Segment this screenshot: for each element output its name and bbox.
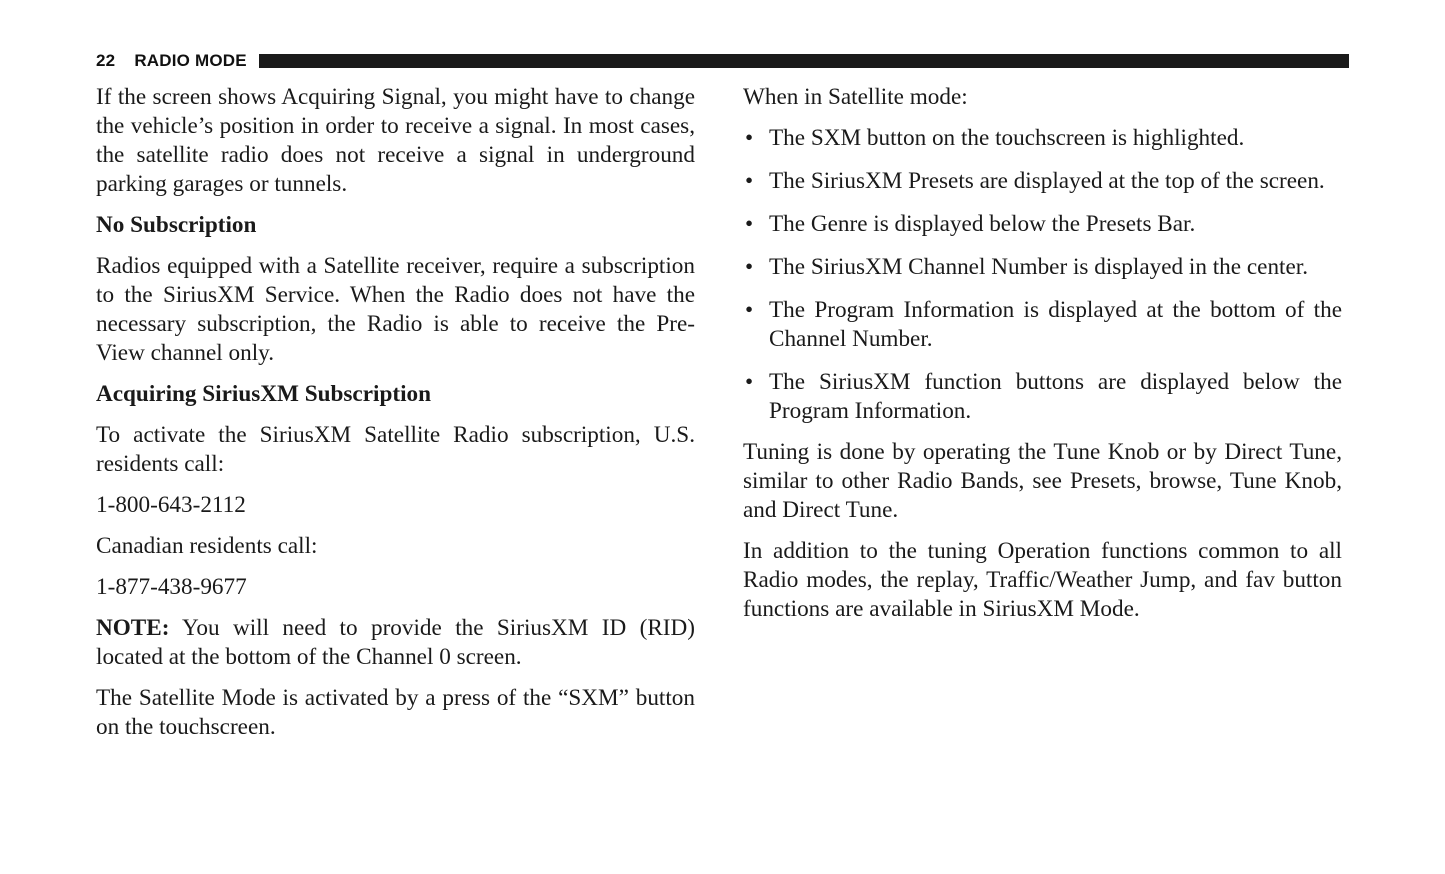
functions-paragraph: In addition to the tuning Operation functions common to all Radio modes, the replay, Traffic/Weather Jump, and fav button functions are available in SiriusXM Mode.	[743, 538, 1342, 622]
list-item-text: The Program Information is displayed at the bottom of the Channel Number.	[769, 297, 1342, 352]
no-subscription-heading: No Subscription	[96, 212, 257, 238]
note-text: You will need to provide the SiriusXM ID (RID) located at the bottom of the Channel 0 screen.	[96, 615, 695, 670]
list-item-text: The SiriusXM Channel Number is displayed in the center.	[769, 254, 1309, 280]
page-number: 22	[96, 51, 116, 70]
no-subscription-paragraph: Radios equipped with a Satellite receiver, require a subscription to the SiriusXM Service. When the Radio does not have the necessary subscription, the Radio is able to receive the Pre-View channel only.	[96, 253, 695, 366]
list-item-text: The SiriusXM Presets are displayed at the top of the screen.	[769, 168, 1325, 194]
list-item-text: The SXM button on the touchscreen is highlighted.	[769, 125, 1245, 151]
list-item	[743, 124, 1342, 153]
satellite-mode-intro: When in Satellite mode:	[743, 84, 968, 110]
activate-paragraph: To activate the SiriusXM Satellite Radio subscription, U.S. residents call:	[96, 422, 695, 477]
bullet-icon: •	[745, 211, 754, 237]
bullet-icon: •	[745, 369, 754, 395]
list-item	[743, 296, 1342, 354]
satellite-mode-paragraph: The Satellite Mode is activated by a press of the “SXM” button on the touchscreen.	[96, 685, 695, 740]
page-header	[96, 50, 1349, 72]
list-item	[743, 210, 1342, 239]
list-item	[743, 253, 1342, 282]
right-column	[743, 83, 1342, 636]
list-item	[743, 368, 1342, 426]
section-title: RADIO MODE	[134, 51, 247, 70]
bullet-icon: •	[745, 297, 754, 323]
acquiring-subscription-heading: Acquiring SiriusXM Subscription	[96, 381, 431, 407]
list-item-text: The SiriusXM function buttons are displayed below the Program Information.	[769, 369, 1342, 424]
bullet-icon: •	[745, 254, 754, 280]
left-column	[96, 83, 695, 754]
satellite-mode-list	[743, 124, 1342, 426]
list-item	[743, 167, 1342, 196]
acquiring-signal-paragraph: If the screen shows Acquiring Signal, you might have to change the vehicle’s position in order to receive a signal. In most cases, the satellite radio does not receive a signal in underground parking garages or tunnels.	[96, 84, 695, 197]
bullet-icon: •	[745, 168, 754, 194]
canada-phone-number: 1-877-438-9677	[96, 574, 247, 600]
header-rule	[259, 54, 1349, 68]
canada-label: Canadian residents call:	[96, 533, 318, 559]
list-item-text: The Genre is displayed below the Presets Bar.	[769, 211, 1196, 237]
note-label: NOTE:	[96, 615, 170, 641]
tuning-paragraph: Tuning is done by operating the Tune Knob or by Direct Tune, similar to other Radio Bands, see Presets, browse, Tune Knob, and Direct Tune.	[743, 439, 1342, 523]
note-paragraph	[96, 614, 695, 672]
us-phone-number: 1-800-643-2112	[96, 492, 246, 518]
bullet-icon: •	[745, 125, 754, 151]
